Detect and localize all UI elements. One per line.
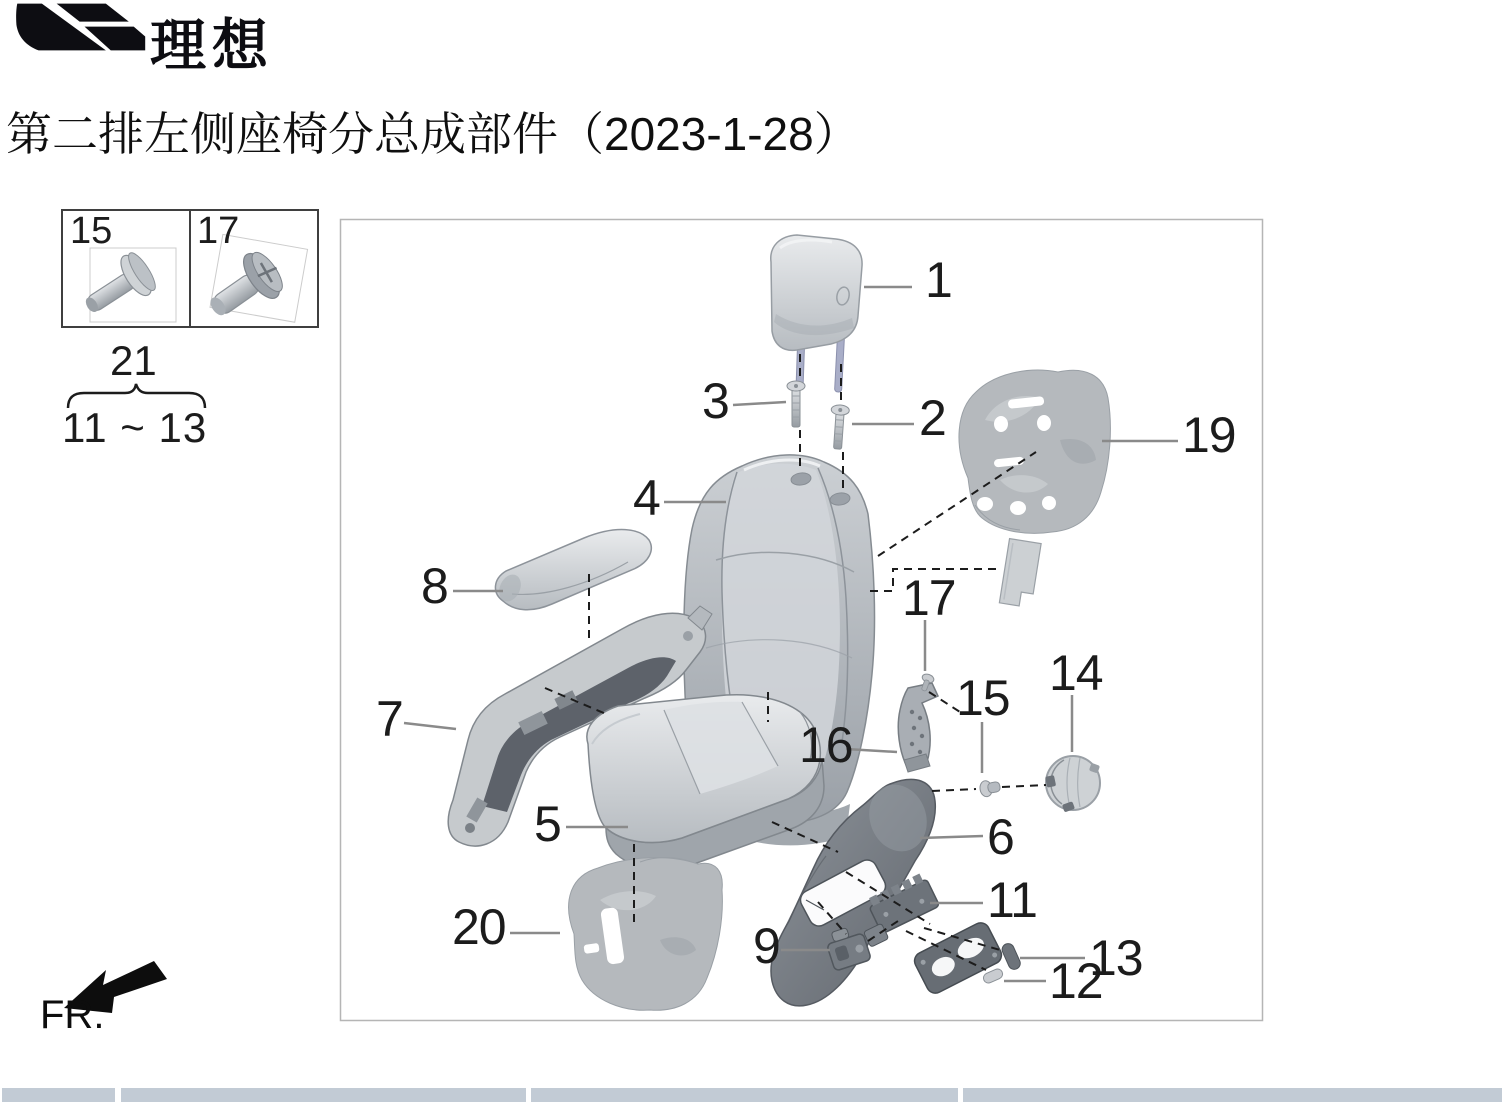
group-21-label: 21 <box>110 337 157 384</box>
part-label-14: 14 <box>1049 645 1103 701</box>
group-21-range: 11 ~ 13 <box>62 404 208 451</box>
legend-item-15-label: 15 <box>70 210 113 252</box>
part-label-4: 4 <box>633 470 660 526</box>
headrest-guide-screw-2 <box>829 404 850 449</box>
footer-cell <box>2 1088 115 1102</box>
part-label-19: 19 <box>1182 407 1236 463</box>
recliner-cap-part-14 <box>1045 756 1100 812</box>
legend-rivet-15-illustration <box>75 249 160 327</box>
part-label-16: 16 <box>799 717 853 773</box>
cap-part-13 <box>1000 942 1022 972</box>
part-label-8: 8 <box>421 558 448 614</box>
part-label-2: 2 <box>919 390 946 446</box>
part-label-7: 7 <box>376 691 403 747</box>
footer-cell <box>531 1088 958 1102</box>
part-label-13: 13 <box>1089 930 1143 986</box>
legend-item-17-label: 17 <box>197 210 240 252</box>
part-label-1: 1 <box>925 252 952 308</box>
part-label-15: 15 <box>956 670 1010 726</box>
fr-orientation-label: FR. <box>40 993 105 1037</box>
part-label-20: 20 <box>452 899 506 955</box>
part-label-5: 5 <box>534 796 561 852</box>
headrest-guide-screw-3 <box>787 381 805 427</box>
part-label-11: 11 <box>987 872 1037 928</box>
part-label-6: 6 <box>987 809 1014 865</box>
headrest-part-1 <box>771 235 862 350</box>
cushion-pad-part-20 <box>569 858 723 1011</box>
part-label-3: 3 <box>702 373 729 429</box>
part-label-9: 9 <box>753 918 780 974</box>
footer-cell <box>963 1088 1502 1102</box>
legend-screw-17-illustration <box>198 245 290 331</box>
switch-bezel-plate <box>911 920 1004 996</box>
back-trim-strip <box>999 539 1041 608</box>
pin-part-15 <box>979 778 1001 797</box>
part-label-12: 12 <box>1049 953 1103 1009</box>
part-label-17: 17 <box>902 570 956 626</box>
footer-cell <box>121 1088 526 1102</box>
brand-wordmark: 理想 <box>150 14 274 77</box>
armrest-part-8 <box>495 530 651 610</box>
bracket-part-16 <box>898 683 938 772</box>
li-auto-logo-icon <box>16 4 145 51</box>
page-title: 第二排左侧座椅分总成部件（2023-1-28） <box>6 108 860 160</box>
